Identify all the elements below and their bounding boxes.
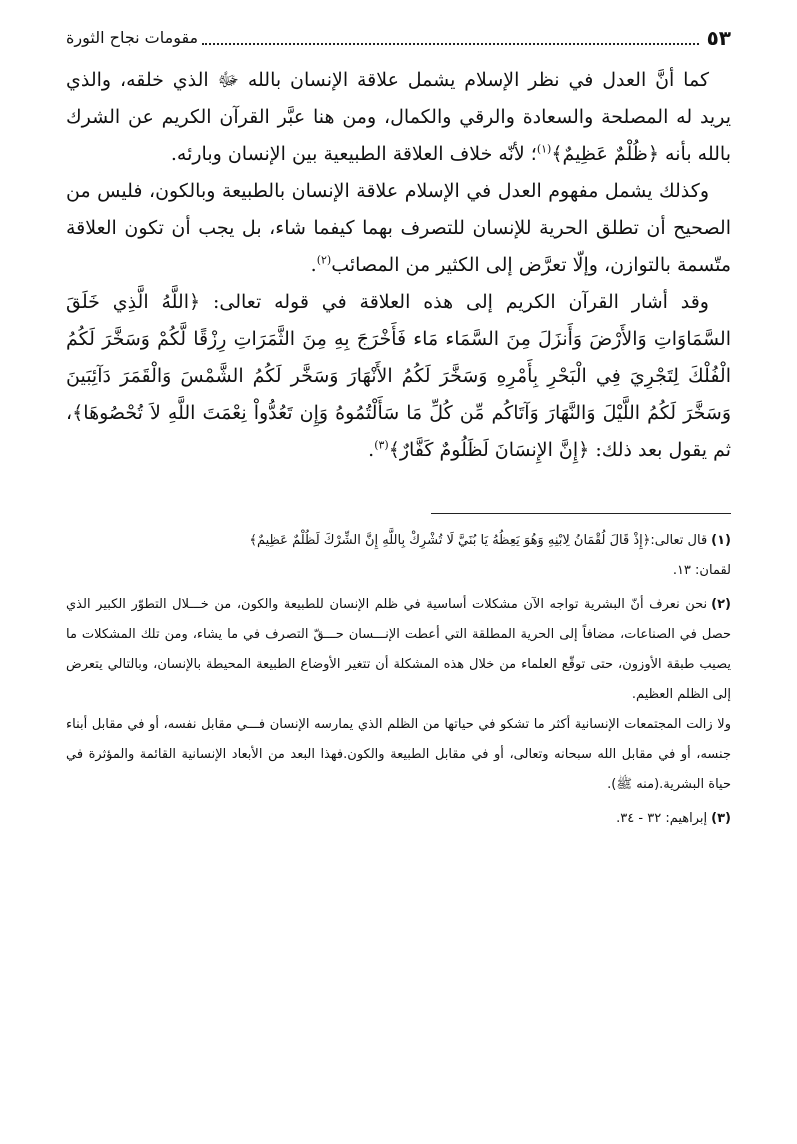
footnote-number: (٢) (711, 597, 731, 612)
quran-quote: ﴿إِنَّ الإِنسَانَ لَظَلُومٌ كَفَّارٌ﴾ (388, 439, 590, 461)
page-number: ٥٣ (706, 26, 731, 50)
quran-quote: ﴿ظُلْمٌ عَظِيمٌ﴾ (551, 143, 660, 165)
footnote-divider (431, 513, 731, 514)
paragraph-2 (66, 173, 731, 284)
paragraph-1 (66, 62, 731, 173)
footnote-2 (66, 590, 731, 800)
paragraph-text: ؛ لأنّه خلاف العلاقة الطبيعية بين الإنسان وبارئه. (170, 143, 537, 165)
footnote-text: نحن نعرف أنّ البشرية تواجه الآن مشكلات أساسية في ظلم الإنسان للطبيعة والكون، من خـــلال التطوّر الكبير الذي حصل في الصناعات، مضافاً إلى الحرية المطلقة التي أعطت الإنـــسان حـــقّ التصرف في ما يشاء، ومن تلك المشكلات ما يصيب طبقة الأوزون، حتى توقّع العلماء من خلال هذه المشكلة أن تتغير الأوضاع الطبيعة المحيطة بالإنسان، وبالتالي يتعرض إلى الظلم العظيم. (66, 597, 731, 702)
quran-quote: ﴿اللَّهُ الَّذِي خَلَقَ السَّمَاوَاتِ وَالأَرْضَ وَأَنزَلَ مِنَ السَّمَاء مَاء فَأَخْرَجَ بِهِ مِنَ الثَّمَرَاتِ رِزْقًا لَّكُمْ وَسَخَّرَ لَكُمُ الْفُلْكَ لِتَجْرِيَ فِي الْبَحْرِ بِأَمْرِهِ وَسَخَّرَ لَكُمُ الأَنْهَارَ وَسَخَّر لَكُمُ الشَّمْسَ وَالْقَمَرَ دَآئِبَينَ وَسَخَّرَ لَكُمُ اللَّيْلَ وَالنَّهَارَ وَآتَاكُم مِّن كُلِّ مَا سَأَلْتُمُوهُ وَإِن تَعُدُّواْ نِعْمَتَ اللَّهِ لاَ تُحْصُوهَا﴾ (66, 291, 731, 424)
footnote-text: قال تعالى:﴿إِذْ قَالَ لُقْمَانُ لِابْنِهِ وَهُوَ يَعِظُهُ يَا بُنَيَّ لَا تُشْرِكْ بِاللَّهِ إِنَّ الشِّرْكَ لَظُلْمٌ عَظِيمٌ﴾ (249, 533, 708, 548)
footnote-marker-1[interactable]: (١) (536, 142, 552, 156)
footnote-number: (٣) (711, 811, 731, 826)
dotted-leader (202, 43, 698, 45)
paragraph-text: ، ثم يقول بعد ذلك: (66, 402, 731, 461)
footnote-number: (١) (711, 533, 731, 548)
main-text (66, 62, 731, 469)
footnotes (66, 526, 731, 834)
footnote-text: لقمان: ١٣. (672, 563, 731, 578)
footnote-3 (66, 804, 731, 834)
footnote-marker-3[interactable]: (٣) (374, 438, 389, 452)
footnote-marker-2[interactable]: (٢) (316, 253, 332, 267)
footnote-1 (66, 526, 731, 586)
paragraph-end: . (310, 254, 317, 276)
footnote-text: ولا زالت المجتمعات الإنسانية أكثر ما تشكو في حياتها من الظلم الذي يمارسه الإنسان فـــي مقابل نفسه، أو في مقابل أبناء جنسه، أو في مقابل الله سبحانه وتعالى، أو في مقابل الطبيعة والكون.فهذا البعد من الأبعاد الإنسانية القائمة والمؤثرة في حياة البشرية.(منه ﷺ). (66, 717, 731, 792)
paragraph-text: وكذلك يشمل مفهوم العدل في الإسلام علاقة الإنسان بالطبيعة وبالكون، فليس من الصحيح أن تطلق الحرية للإنسان للتصرف بهما كيفما شاء، بل يجب أن تكون العلاقة متّسمة بالتوازن، وإلّا تعرَّض إلى الكثير من المصائب (66, 180, 731, 276)
book-page (66, 22, 731, 838)
paragraph-end: . (368, 439, 375, 461)
chapter-title: مقومات نجاح الثورة (66, 28, 199, 47)
paragraph-text: وقد أشار القرآن الكريم إلى هذه العلاقة في قوله تعالى: (200, 291, 709, 313)
paragraph-3 (66, 284, 731, 469)
paragraph-text: كما أنَّ العدل في نظر الإسلام يشمل علاقة الإنسان بالله ﷻ الذي خلقه، والذي يريد له المصلحة والسعادة والرقي والكمال، ومن هنا عبَّر القرآن الكريم عن الشرك بالله بأنه (66, 69, 731, 165)
running-header (66, 22, 731, 54)
footnote-text: إبراهيم: ٣٢ - ٣٤. (616, 811, 708, 826)
